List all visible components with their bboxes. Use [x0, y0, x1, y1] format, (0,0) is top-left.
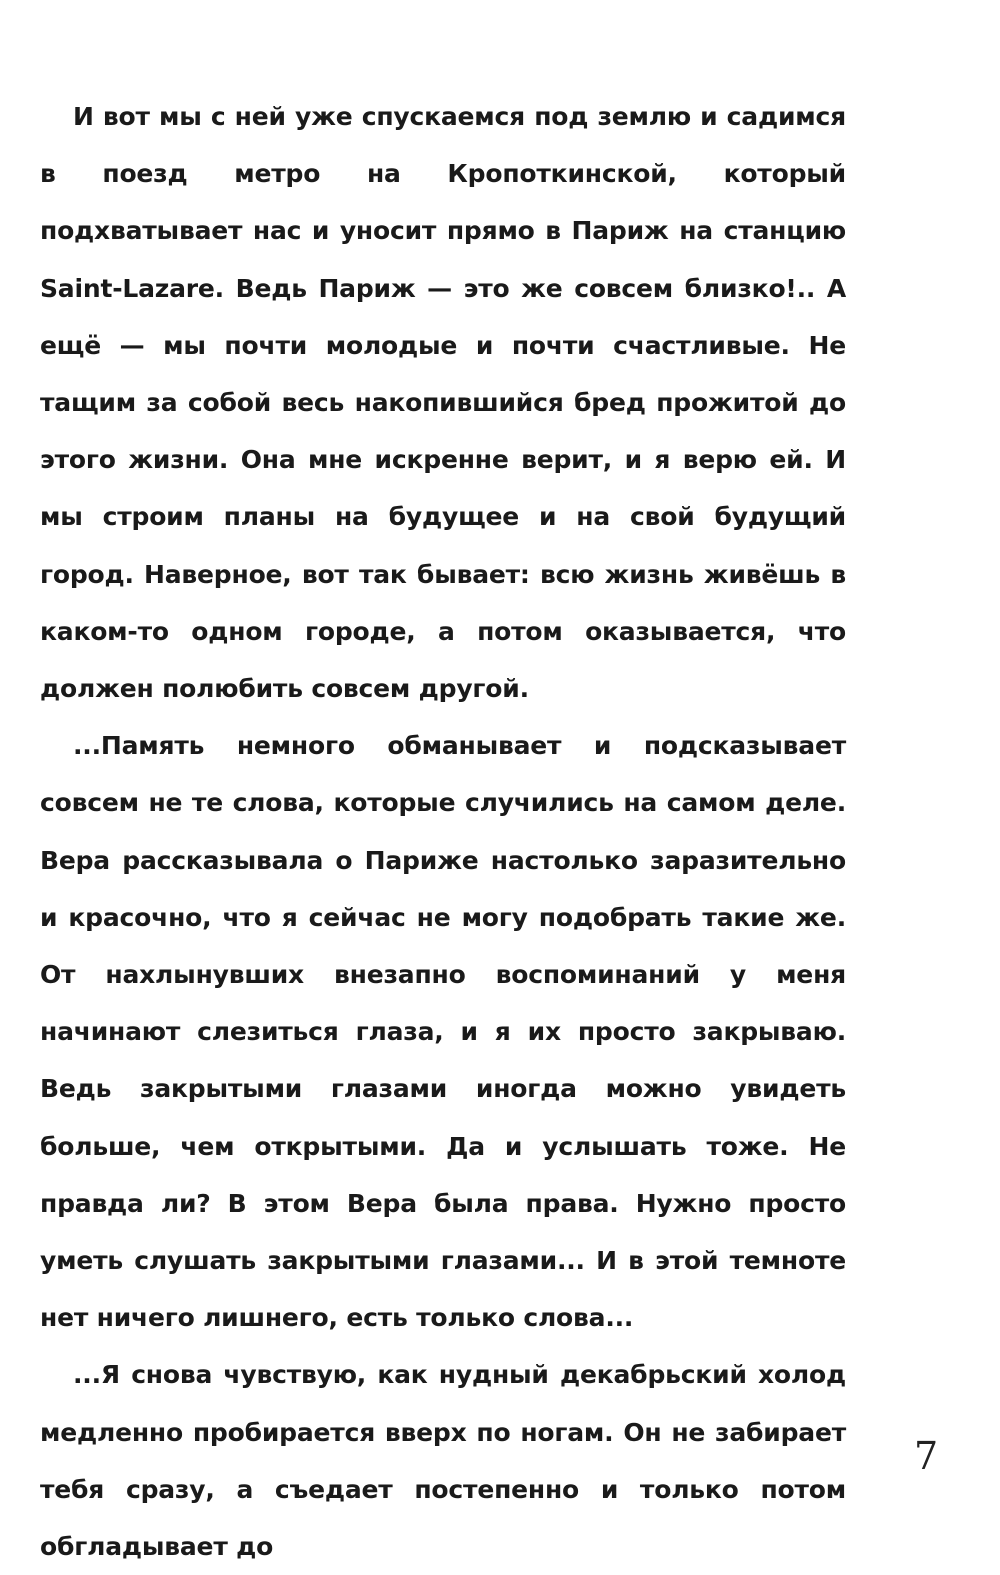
page-number: 7: [914, 1434, 939, 1478]
paragraph-3: ...Я снова чувствую, как нудный декабрьский холод медленно пробирается вверх по ногам. Он не забирает тебя сразу, а съедает постепенно и только потом обгладывает до: [40, 1360, 846, 1562]
paragraph-1: И вот мы с ней уже спускаемся под землю и садимся в поезд метро на Кропоткинской, который подхватывает нас и уносит прямо в Париж на станцию Saint-Lazare. Ведь Париж — это же совсем близко!.. А ещё — мы почти молодые и почти счастливые. Не тащим за собой весь накопившийся бред прожитой до этого жизни. Она мне искренне верит, и я верю ей. И мы строим планы на будущее и на свой будущий город. Наверное, вот так бывает: всю жизнь живёшь в каком-то одном городе, а потом оказывается, что должен полюбить совсем другой.: [40, 102, 846, 704]
paragraph-2: ...Память немного обманывает и подсказывает совсем не те слова, которые случились на самом деле. Вера рассказывала о Париже настолько заразительно и красочно, что я сейчас не могу подобрать такие же. От нахлынувших внезапно воспоминаний у меня начинают слезиться глаза, и я их просто закрываю. Ведь закрытыми глазами иногда можно увидеть больше, чем открытыми. Да и услышать тоже. Не правда ли? В этом Вера была права. Нужно просто уметь слушать закрытыми глазами... И в этой темноте нет ничего лишнего, есть только слова...: [40, 731, 846, 1333]
body-text: [40, 88, 846, 1575]
